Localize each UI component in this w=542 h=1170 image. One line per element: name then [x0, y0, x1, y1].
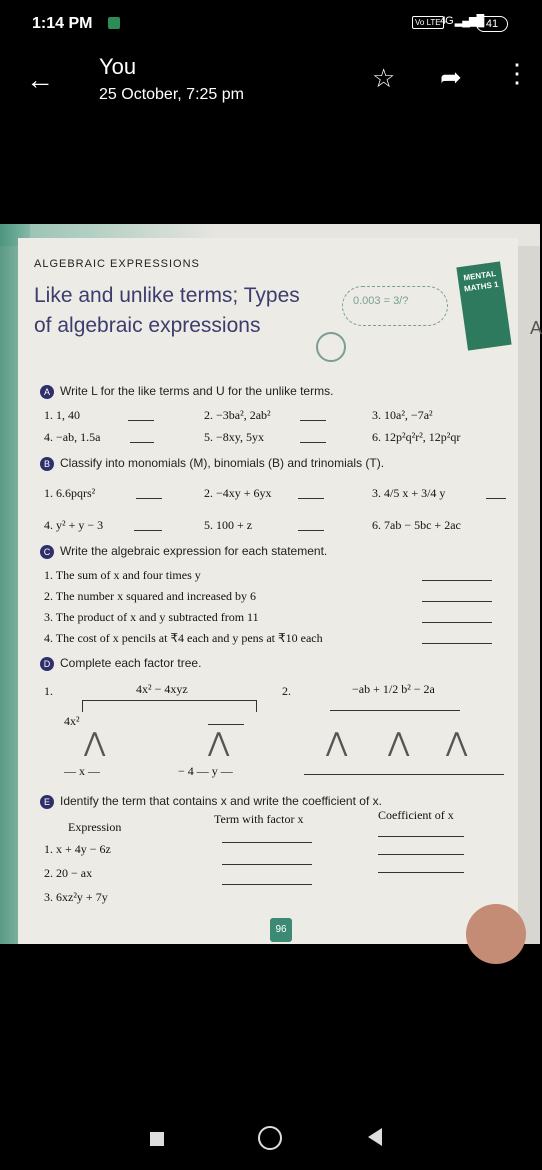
- section-a: [40, 384, 333, 399]
- question: 1. 1, 40: [44, 408, 80, 422]
- notification-icon: [108, 17, 120, 29]
- question: 1. The sum of x and four times y: [44, 568, 201, 582]
- question: 4. The cost of x pencils at ₹4 each and y pens at ₹10 each: [44, 631, 323, 645]
- more-options-icon[interactable]: ⋮: [504, 58, 530, 88]
- answer-blank: [422, 622, 492, 623]
- answer-blank: [486, 498, 506, 499]
- answer-blank: [422, 601, 492, 602]
- signal-icon: 4G ▂▄▆█: [440, 15, 484, 27]
- column-header: Expression: [68, 820, 122, 834]
- status-bar: [0, 0, 540, 48]
- network-label: 4G: [440, 15, 453, 27]
- section-c-title: Write the algebraic expression for each statement.: [60, 544, 328, 558]
- answer-blank: [300, 420, 326, 421]
- question: 4. −ab, 1.5a: [44, 430, 101, 444]
- section-d-badge: D: [40, 657, 54, 671]
- shared-photo[interactable]: [0, 224, 540, 944]
- answer-blank: [298, 498, 324, 499]
- section-a-badge: A: [40, 385, 54, 399]
- section-d: [40, 656, 201, 671]
- tree-number: 2.: [282, 684, 291, 698]
- section-e-badge: E: [40, 795, 54, 809]
- section-c: [40, 544, 327, 559]
- answer-blank: [136, 498, 162, 499]
- column-header: Term with factor x: [214, 812, 304, 826]
- tree-fork: ⋀: [84, 728, 106, 757]
- textbook-page: [18, 238, 542, 944]
- section-e: [40, 794, 382, 809]
- tree-root: −ab + 1/2 b² − 2a: [352, 682, 435, 696]
- question: 6. 12p²q²r², 12p²qr: [372, 430, 461, 444]
- page-title-line2: of algebraic expressions: [34, 314, 261, 337]
- navigation-bar: [0, 1120, 540, 1170]
- question: 3. 4/5 x + 3/4 y: [372, 486, 446, 500]
- tree-fork: ⋀: [388, 728, 410, 757]
- battery-icon: 41: [476, 16, 508, 32]
- home-icon[interactable]: [258, 1126, 282, 1150]
- tree-leaf: — x —: [64, 764, 100, 778]
- table-row: 3. 6xz²y + 7y: [44, 890, 108, 904]
- next-page-edge: A: [530, 318, 542, 338]
- timestamp: 25 October, 7:25 pm: [99, 86, 244, 103]
- tree-branch: [82, 700, 83, 712]
- nav-back-icon[interactable]: [368, 1128, 382, 1146]
- question: 5. −8xy, 5yx: [204, 430, 264, 444]
- answer-blank: [128, 420, 154, 421]
- section-b-title: Classify into monomials (M), binomials (B) and trinomials (T).: [60, 456, 385, 470]
- section-b-badge: B: [40, 457, 54, 471]
- question: 6. 7ab − 5bc + 2ac: [372, 518, 461, 532]
- section-b: [40, 456, 384, 471]
- question: 1. 6.6pqrs²: [44, 486, 96, 500]
- section-c-badge: C: [40, 545, 54, 559]
- question: 2. −3ba², 2ab²: [204, 408, 271, 422]
- answer-blank: [378, 836, 464, 837]
- answer-blank: [378, 854, 464, 855]
- tree-branch: [82, 700, 256, 701]
- app-bar: [0, 48, 540, 120]
- status-time: 1:14 PM: [32, 15, 93, 32]
- section-e-title: Identify the term that contains x and write the coefficient of x.: [60, 794, 382, 808]
- tree-number: 1.: [44, 684, 53, 698]
- tree-fork: ⋀: [208, 728, 230, 757]
- answer-blank: [134, 530, 162, 531]
- page-title: Like and unlike terms; Types: [34, 284, 300, 307]
- sender-name: You: [99, 54, 137, 79]
- star-icon[interactable]: ☆: [372, 63, 396, 93]
- section-d-title: Complete each factor tree.: [60, 656, 202, 670]
- recents-icon[interactable]: [150, 1132, 164, 1146]
- finger: [466, 904, 526, 964]
- question: 4. y² + y − 3: [44, 518, 104, 532]
- answer-blank: [300, 442, 326, 443]
- tree-leaf: − 4 — y —: [178, 764, 233, 778]
- answer-blank: [378, 872, 464, 873]
- answer-blank: [422, 643, 492, 644]
- share-icon[interactable]: ➦: [440, 62, 462, 92]
- tree-fork: ⋀: [326, 728, 348, 757]
- thought-cloud: 0.003 = 3/?: [342, 286, 448, 326]
- back-arrow-icon[interactable]: ←: [26, 64, 54, 95]
- question: 2. −4xy + 6yx: [204, 486, 272, 500]
- answer-blank: [208, 724, 244, 725]
- table-row: 1. x + 4y − 6z: [44, 842, 111, 856]
- answer-blank: [222, 842, 312, 843]
- swirl-icon: [316, 332, 346, 362]
- question: 2. The number x squared and increased by 6: [44, 589, 257, 603]
- page-header: ALGEBRAIC EXPRESSIONS: [34, 258, 200, 270]
- question: 3. The product of x and y subtracted from 11: [44, 610, 259, 624]
- answer-blank: [130, 442, 154, 443]
- answer-blank: [222, 884, 312, 885]
- question: 3. 10a², −7a²: [372, 408, 433, 422]
- tree-root: 4x² − 4xyz: [136, 682, 188, 696]
- column-header: Coefficient of x: [378, 808, 454, 822]
- page-number: 96: [270, 918, 292, 942]
- tree-node: 4x²: [64, 714, 80, 728]
- tree-fork: ⋀: [446, 728, 468, 757]
- section-a-title: Write L for the like terms and U for the unlike terms.: [60, 384, 334, 398]
- answer-blank: [422, 580, 492, 581]
- answer-blank: [298, 530, 324, 531]
- volte-icon: Vo LTE: [412, 16, 444, 29]
- answer-blank: [222, 864, 312, 865]
- tree-branch: [256, 700, 257, 712]
- tree-branch: [330, 710, 460, 711]
- mental-maths-tab: MENTAL MATHS 1: [456, 261, 511, 350]
- table-row: 2. 20 − ax: [44, 866, 93, 880]
- answer-blank: [304, 774, 504, 775]
- question: 5. 100 + z: [204, 518, 253, 532]
